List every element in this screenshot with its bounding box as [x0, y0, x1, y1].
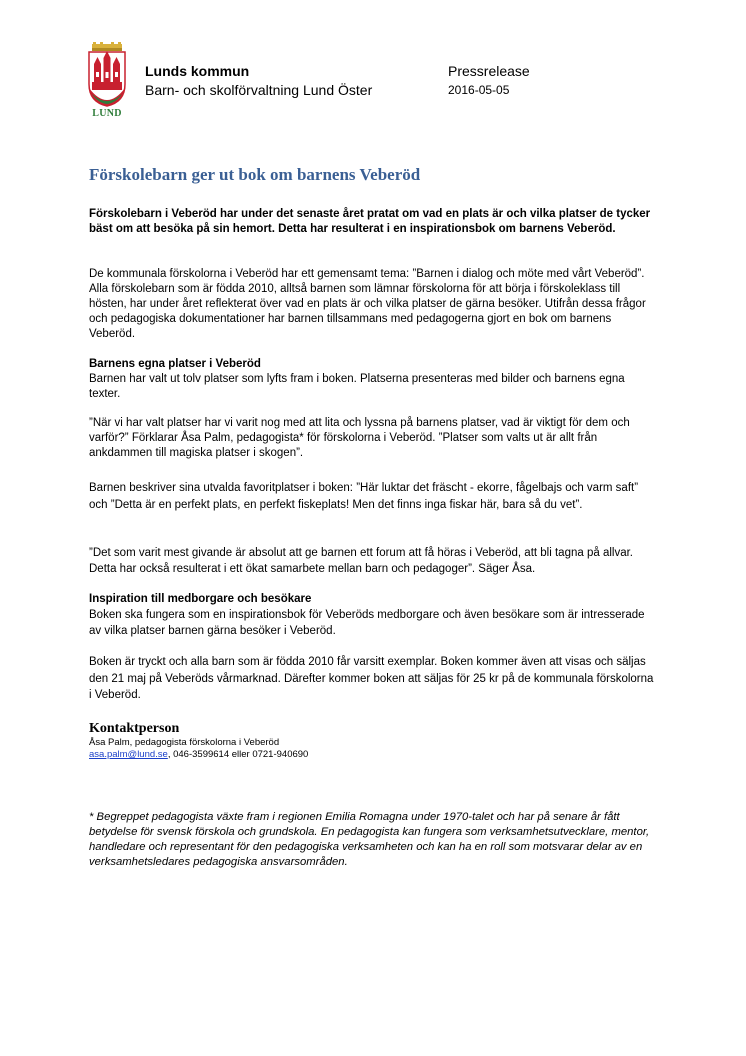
lund-coat-of-arms-logo — [86, 42, 128, 122]
article-ingress: Förskolebarn i Veberöd har under det senaste året pratat om vad en plats är och vilka platser de tycker bäst om att besöka på sin hemort. Detta har resulterat i en inspirationsbok om barnens Veberöd. — [89, 208, 651, 235]
paragraph-4: Barnen beskriver sina utvalda favoritplatser i boken: ”Här luktar det fräscht - ekorre, fågelbajs och varm saft” och ”Detta är en perfekt plats, en perfekt fiskeplats! Men det finns inga fiskar här, bara så du vet”. — [89, 482, 639, 511]
paragraph-7: Boken är tryckt och alla barn som är födda 2010 får varsitt exemplar. Boken kommer även att visas och säljas den 21 maj på Veberöds vårmarknad. Därefter kommer boken att säljas för 25 kr på de kommunala förskolorna i Veberöd. — [89, 656, 654, 701]
organization-name: Lunds kommun — [145, 63, 250, 79]
article-headline: Förskolebarn ger ut bok om barnens Veberöd — [89, 165, 421, 184]
contact-details — [89, 749, 308, 761]
contact-heading: Kontaktperson — [89, 721, 180, 736]
contact-person: Åsa Palm, pedagogista förskolorna i Veberöd — [89, 737, 280, 748]
contact-phones: , 046-3599614 eller 0721-940690 — [167, 749, 309, 760]
paragraph-2: Barnen har valt ut tolv platser som lyfts fram i boken. Platserna presenteras med bilder och barnens egna texter. — [89, 373, 625, 400]
subheading-inspiration: Inspiration till medborgare och besökare — [89, 593, 312, 605]
document-date: 2016-05-05 — [448, 83, 510, 97]
paragraph-3: ”När vi har valt platser har vi varit nog med att lita och lyssna på barnens platser, vad är viktigt för dem och varför?” Förklarar Åsa Palm, pedagogista* för förskolorna i Veberöd. ”Platser som valts ut är allt från ankdammen till magiska platser i skogen”. — [89, 417, 630, 459]
logo-text: LUND — [92, 108, 122, 119]
paragraph-1: De kommunala förskolorna i Veberöd har ett gemensamt tema: ”Barnen i dialog och möte med vårt Veberöd”. Alla förskolebarn som är födda 2010, alltså barnen som lämnar förskolorna för att börja i förskoleklass till hösten, har under året reflekterat över vad en plats är och vilka platser de gärna besöker. Utifrån dessa frågor och pedagogiska dokumentationer har barnen tillsammans med pedagogerna gjort en bok om barnens Veberöd. — [89, 268, 646, 340]
organization-department: Barn- och skolförvaltning Lund Öster — [145, 82, 373, 98]
contact-email-link[interactable]: asa.palm@lund.se — [89, 749, 168, 760]
paragraph-6: Boken ska fungera som en inspirationsbok för Veberöds medborgare och även besökare som är intresserade av vilka platser barnen gärna besöker i Veberöd. — [89, 609, 645, 637]
footnote-pedagogista: * Begreppet pedagogista växte fram i regionen Emilia Romagna under 1970-talet och har på senare år fått betydelse för svensk förskola och grundskola. En pedagogista kan fungera som verksamhetsutvecklare, mentor, handledare och representant för den pedagogiska verksamheten och kan ha en roll som motsvarar delar av en verksamhetsledares pedagogiska ansvarsområden. — [89, 811, 650, 868]
subheading-barnens-platser: Barnens egna platser i Veberöd — [89, 358, 261, 370]
coat-of-arms-icon — [86, 42, 128, 108]
paragraph-5: ”Det som varit mest givande är absolut att ge barnen ett forum att få höras i Veberöd, att bli tagna på allvar. Detta har också resulterat i ett ökat samarbete mellan barn och pedagoger”. Säger Åsa. — [89, 547, 633, 575]
document-type: Pressrelease — [448, 63, 530, 79]
